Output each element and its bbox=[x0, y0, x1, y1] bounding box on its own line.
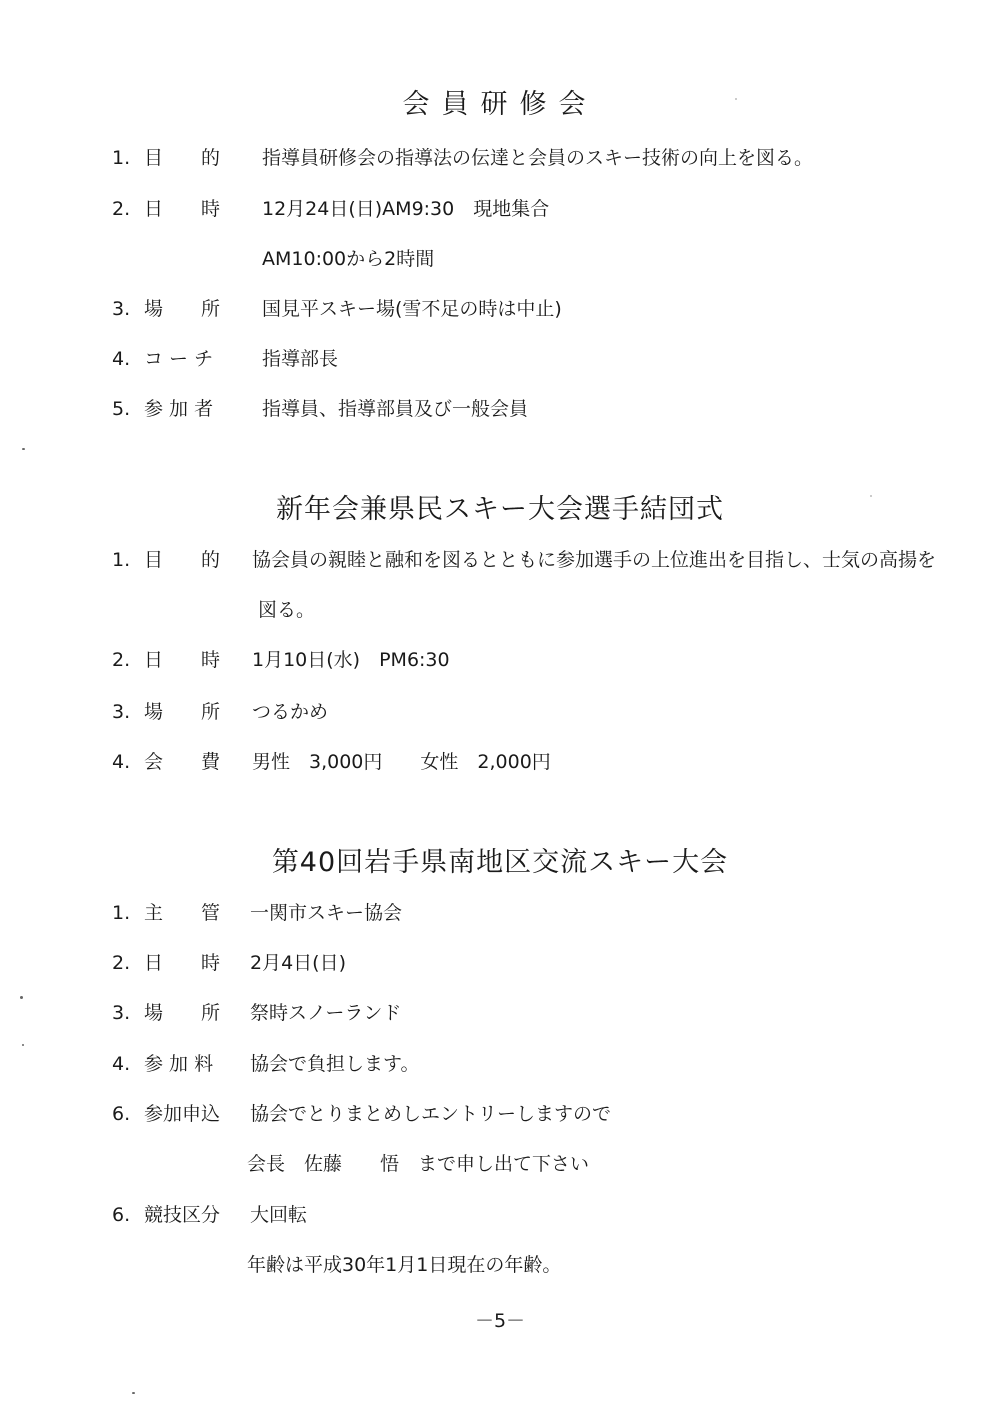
item-label: 場 所 bbox=[144, 701, 221, 723]
item-value: 2月4日(日) bbox=[250, 952, 347, 974]
item-number: 6. bbox=[112, 1204, 131, 1226]
item-number: 1. bbox=[112, 549, 131, 571]
item-number: 2. bbox=[112, 952, 131, 974]
page-number: －5－ bbox=[474, 1310, 526, 1332]
item-value-continued: 会長 佐藤 悟 まで申し出て下さい bbox=[247, 1153, 590, 1175]
item-label: 参 加 料 bbox=[144, 1053, 214, 1075]
item-number: 6. bbox=[112, 1103, 131, 1125]
section-title-ski-tournament: 第40回岩手県南地区交流スキー大会 bbox=[271, 847, 729, 878]
item-label: 日 時 bbox=[144, 649, 221, 671]
item-number: 3. bbox=[112, 298, 131, 320]
scan-speck bbox=[870, 495, 872, 497]
item-label: コ ー チ bbox=[144, 348, 214, 370]
scan-speck bbox=[132, 1392, 135, 1394]
item-label: 日 時 bbox=[144, 952, 221, 974]
item-label: 場 所 bbox=[144, 1002, 221, 1024]
section-title-new-year-party: 新年会兼県民スキー大会選手結団式 bbox=[276, 494, 724, 525]
item-number: 2. bbox=[112, 649, 131, 671]
item-number: 5. bbox=[112, 398, 131, 420]
item-value: つるかめ bbox=[252, 701, 329, 723]
item-value: 12月24日(日)AM9:30 現地集合 bbox=[262, 198, 550, 220]
scan-speck bbox=[20, 996, 23, 999]
item-value: 協会員の親睦と融和を図るとともに参加選手の上位進出を目指し、士気の高揚を bbox=[252, 549, 937, 571]
item-number: 1. bbox=[112, 902, 131, 924]
section-title-member-training: 会員研修会 bbox=[402, 89, 598, 120]
item-value: 祭時スノーランド bbox=[250, 1002, 402, 1024]
item-number: 3. bbox=[112, 701, 131, 723]
item-value: 協会で負担します。 bbox=[250, 1053, 420, 1075]
scan-speck bbox=[735, 98, 737, 100]
item-value: 大回転 bbox=[250, 1204, 308, 1226]
item-label: 目 的 bbox=[144, 549, 221, 571]
scan-speck bbox=[22, 448, 25, 450]
item-value: 男性 3,000円 女性 2,000円 bbox=[252, 751, 551, 773]
item-number: 1. bbox=[112, 147, 131, 169]
item-number: 2. bbox=[112, 198, 131, 220]
item-number: 4. bbox=[112, 348, 131, 370]
item-number: 3. bbox=[112, 1002, 131, 1024]
item-label: 参加申込 bbox=[144, 1103, 221, 1125]
item-label: 主 管 bbox=[144, 902, 221, 924]
scan-speck bbox=[22, 1044, 24, 1046]
item-value: 指導員、指導部員及び一般会員 bbox=[262, 398, 529, 420]
item-value: 指導員研修会の指導法の伝達と会員のスキー技術の向上を図る。 bbox=[262, 147, 814, 169]
item-value: 1月10日(水) PM6:30 bbox=[252, 649, 450, 671]
item-number: 4. bbox=[112, 1053, 131, 1075]
item-value: 指導部長 bbox=[262, 348, 339, 370]
item-label: 日 時 bbox=[144, 198, 221, 220]
item-value-continued: AM10:00から2時間 bbox=[262, 248, 435, 270]
item-label: 競技区分 bbox=[144, 1204, 221, 1226]
item-label: 目 的 bbox=[144, 147, 221, 169]
item-label: 場 所 bbox=[144, 298, 221, 320]
item-value-continued: 年齢は平成30年1月1日現在の年齢。 bbox=[247, 1254, 562, 1276]
item-value: 国見平スキー場(雪不足の時は中止) bbox=[262, 298, 562, 320]
item-label: 参 加 者 bbox=[144, 398, 214, 420]
item-value-continued: 図る。 bbox=[258, 599, 316, 621]
item-label: 会 費 bbox=[144, 751, 221, 773]
item-value: 一関市スキー協会 bbox=[250, 902, 403, 924]
item-value: 協会でとりまとめしエントリーしますので bbox=[250, 1103, 612, 1125]
item-number: 4. bbox=[112, 751, 131, 773]
